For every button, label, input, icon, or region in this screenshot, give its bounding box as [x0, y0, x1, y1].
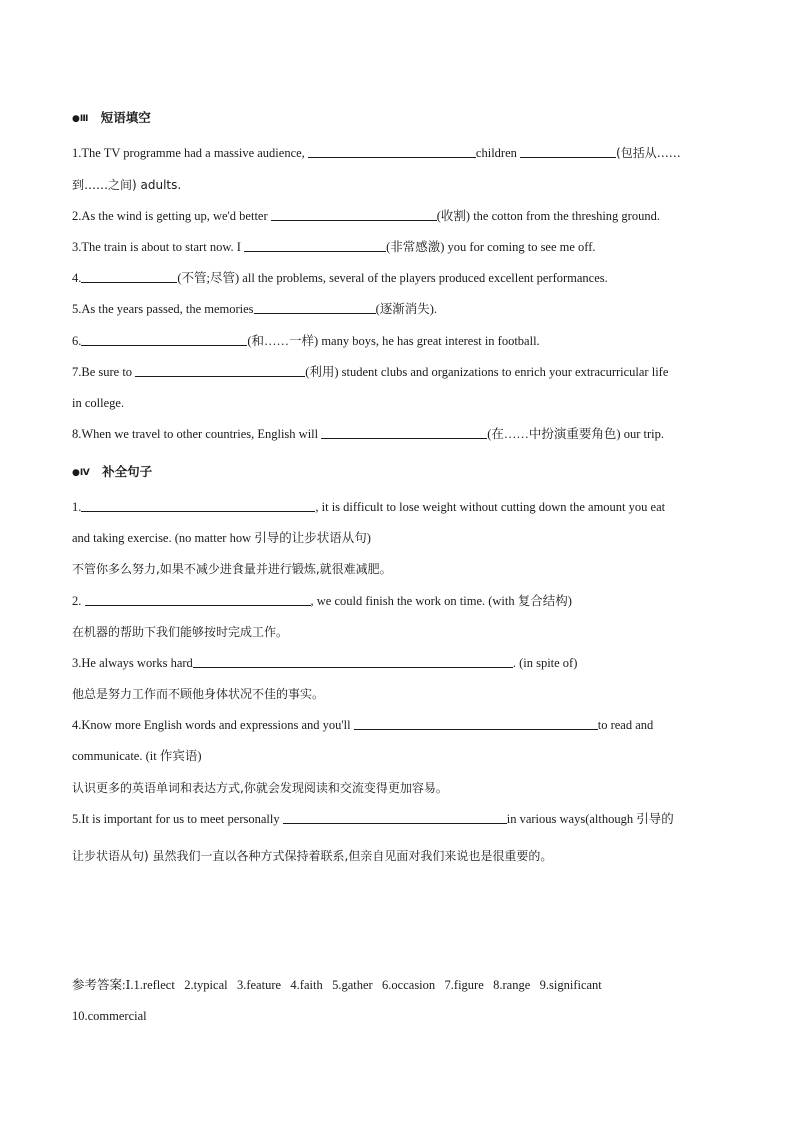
s3-item-4: 4. (不管;尽管) all the problems, several of the players produced excellent performances. — [72, 271, 608, 285]
blank-field[interactable] — [81, 270, 177, 283]
s3-item-3: 3.The train is about to start now. I (非常感激) you for coming to see me off. — [72, 240, 596, 254]
blank-field[interactable] — [520, 145, 616, 158]
answer-key-line-1: 参考答案:Ⅰ.1.reflect 2.typical 3.feature 4.faith 5.gather 6.occasion 7.figure 8.range 9.significant — [72, 978, 602, 992]
blank-field[interactable] — [354, 717, 598, 730]
s4-item-4-translation: 认识更多的英语单词和表达方式,你就会发现阅读和交流变得更加容易。 — [72, 781, 448, 795]
section-3-title: 短语填空 — [100, 110, 151, 125]
s3-item-7-line-2: in college. — [72, 396, 125, 410]
s3-item-1-line-2: 到……之间) adults. — [72, 178, 182, 192]
s3-item-5: 5.As the years passed, the memories (逐渐消失). — [72, 302, 438, 316]
s4-item-2-translation: 在机器的帮助下我们能够按时完成工作。 — [72, 625, 289, 639]
section-4-title: 补全句子 — [102, 464, 153, 479]
blank-field[interactable] — [321, 426, 487, 439]
blank-field[interactable] — [81, 499, 315, 512]
s4-item-4-line-1: 4.Know more English words and expressions and you'll to read and — [72, 718, 654, 732]
s4-item-5-line-1: 5.It is important for us to meet personally in various ways(although 引导的 — [72, 812, 674, 826]
answer-key-line-2: 10.commercial — [72, 1009, 147, 1023]
blank-field[interactable] — [283, 811, 507, 824]
blank-field[interactable] — [254, 301, 376, 314]
s3-item-2: 2.As the wind is getting up, we'd better (收割) the cotton from the threshing ground. — [72, 209, 660, 223]
s3-item-8: 8.When we travel to other countries, English will (在……中扮演重要角色) our trip. — [72, 427, 664, 441]
section-3-heading — [72, 108, 151, 126]
s4-item-1-translation: 不管你多么努力,如果不减少进食量并进行锻炼,就很难减肥。 — [72, 562, 392, 576]
blank-field[interactable] — [81, 333, 247, 346]
section-3-bullet: ●Ⅲ — [72, 114, 89, 124]
blank-field[interactable] — [308, 145, 476, 158]
section-4-bullet: ●Ⅳ — [72, 468, 90, 478]
blank-field[interactable] — [244, 239, 386, 252]
s4-item-4-line-2: communicate. (it 作宾语) — [72, 749, 202, 763]
s4-item-1-line-2: and taking exercise. (no matter how 引导的让步状语从句) — [72, 531, 371, 545]
s4-item-3-line-1: 3.He always works hard . (in spite of) — [72, 656, 578, 670]
s3-item-1-line-1: 1.The TV programme had a massive audience, children (包括从…… — [72, 146, 681, 160]
section-4-heading — [72, 462, 152, 480]
s3-item-6: 6. (和……一样) many boys, he has great interest in football. — [72, 334, 540, 348]
s3-item-7-line-1: 7.Be sure to (利用) student clubs and organizations to enrich your extracurricular life — [72, 365, 669, 379]
blank-field[interactable] — [85, 593, 311, 606]
s4-item-2-line-1: 2. , we could finish the work on time. (with 复合结构) — [72, 594, 572, 608]
s4-item-3-translation: 他总是努力工作而不顾他身体状况不佳的事实。 — [72, 687, 325, 701]
blank-field[interactable] — [271, 208, 437, 221]
s4-item-5-line-2: 让步状语从句) 虽然我们一直以各种方式保持着联系,但亲自见面对我们来说也是很重要的。 — [72, 849, 553, 863]
blank-field[interactable] — [193, 655, 513, 668]
s4-item-1-line-1: 1. , it is difficult to lose weight without cutting down the amount you eat — [72, 500, 666, 514]
blank-field[interactable] — [135, 364, 305, 377]
